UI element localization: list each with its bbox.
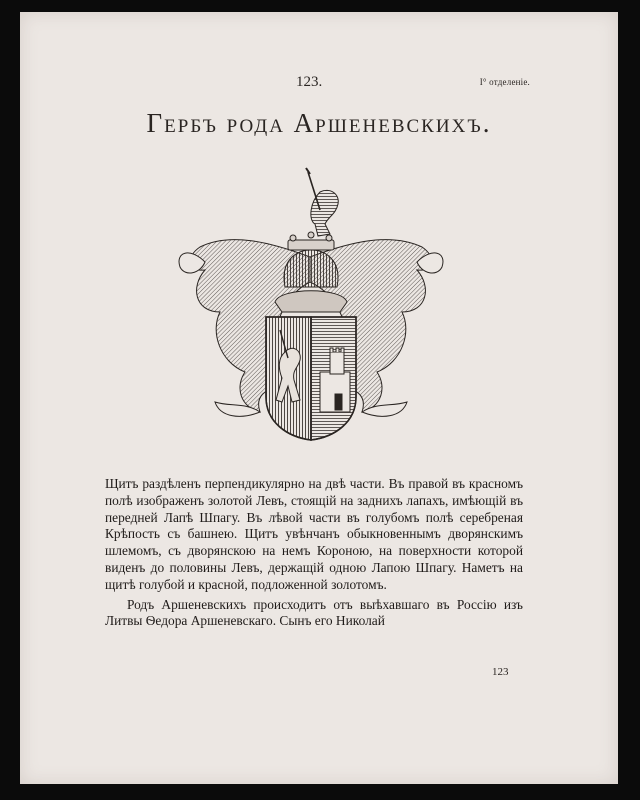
- page-header: [20, 74, 618, 96]
- page-title: Гербъ рода Аршеневскихъ.: [146, 108, 492, 138]
- history-paragraph: Родъ Аршеневскихъ происходитъ отъ выѣхавшаго въ Россію изъ Литвы Ѳедора Аршеневскаго. Сынъ его Николай: [105, 596, 523, 629]
- description-paragraph: Щитъ раздѣленъ перпендикулярно на двѣ части. Въ правой въ красномъ полѣ изображенъ золотой Левъ, стоящій на заднихъ лапахъ, имѣющій въ передней Лапѣ Шпагу. Въ лѣвой части въ голубомъ полѣ серебреная Крѣпость съ башнею. Щитъ увѣнчанъ обыкновеннымъ дворянскимъ шлемомъ, съ дворянскою на немъ Короною, на поверхности которой виденъ до половины Левъ, держащій одною Лапою Шпагу. Наметъ на щитѣ голубой и красной, подложенной золотомъ.: [105, 476, 523, 592]
- page-number: 123.: [296, 74, 323, 90]
- crest-lion: [306, 168, 338, 236]
- body-text: [105, 476, 523, 630]
- document-page: [20, 12, 618, 784]
- coat-of-arms-illustration: [160, 162, 460, 442]
- section-label: I° отделеніе.: [479, 77, 530, 87]
- footer-page-number: 123: [492, 666, 509, 678]
